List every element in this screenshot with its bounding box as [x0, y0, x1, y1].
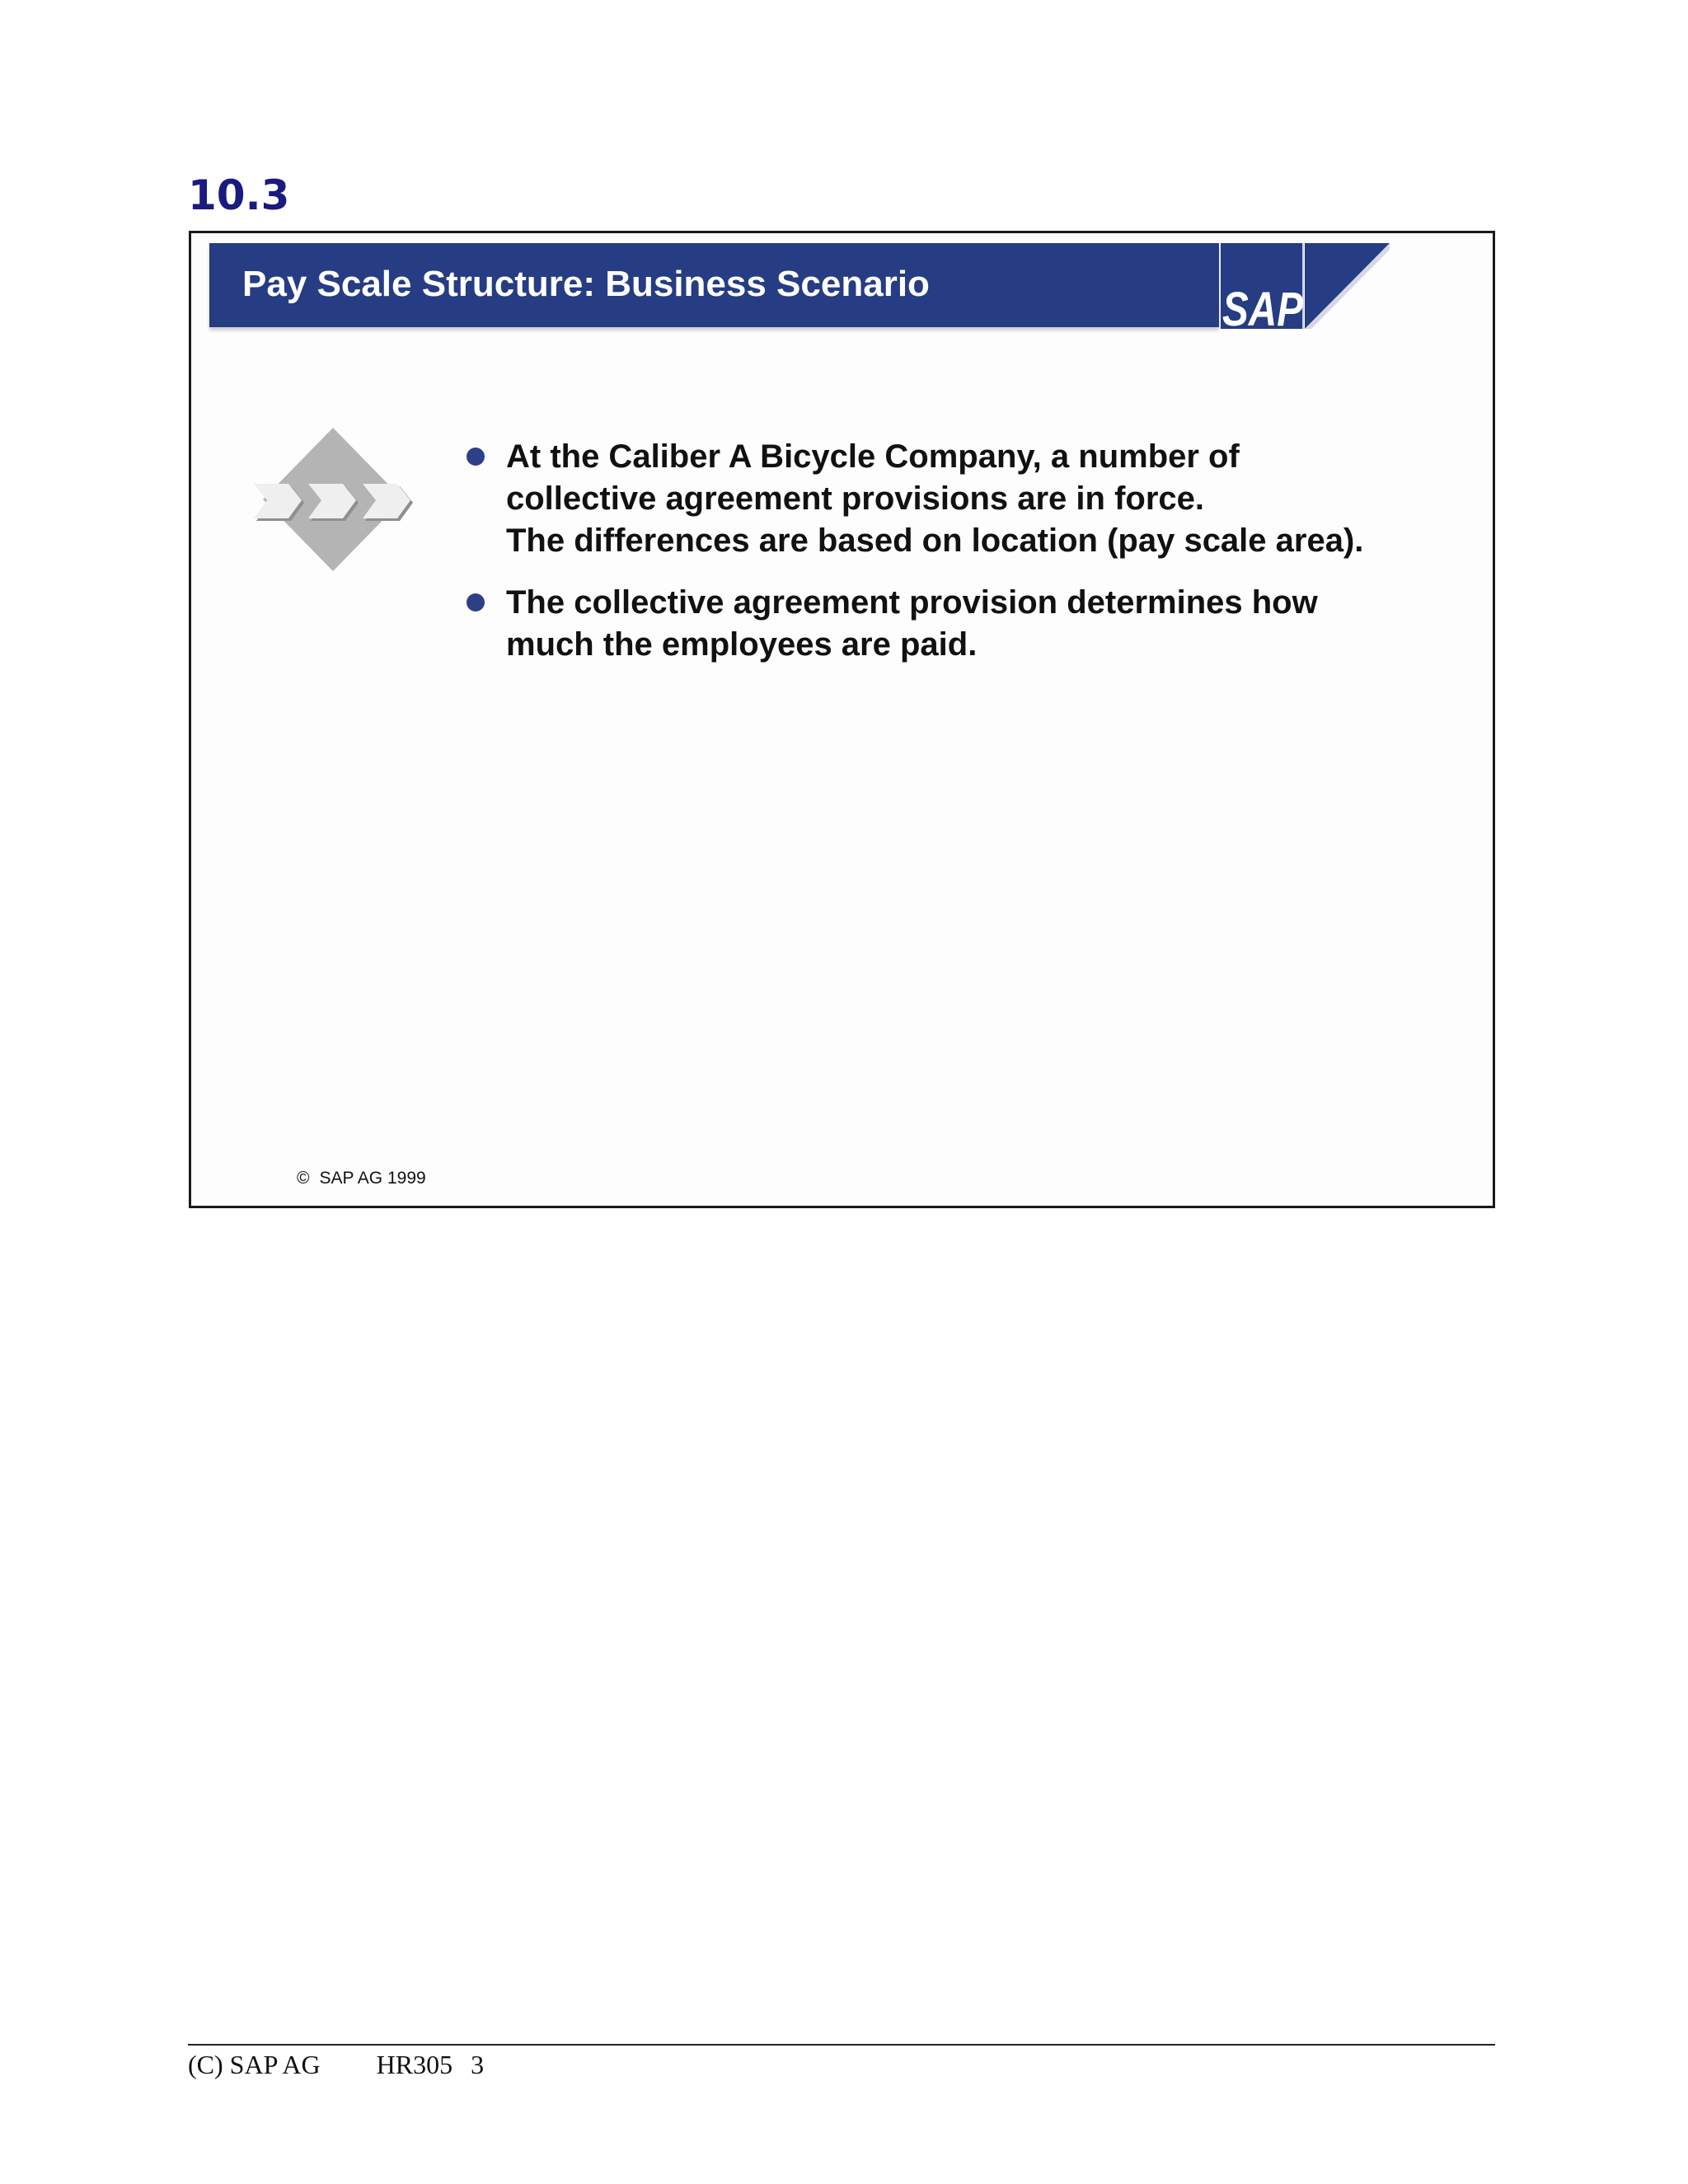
process-chevrons-icon [251, 428, 415, 572]
copyright-text: SAP AG 1999 [319, 1169, 426, 1188]
footer-divider [188, 2044, 1495, 2046]
bullet-dot-icon [467, 593, 485, 612]
bullet-line: collective agreement provisions are in force. [506, 480, 1204, 517]
sap-logo [1221, 243, 1390, 329]
slide-copyright [297, 1169, 426, 1188]
bullet-line: much the employees are paid. [506, 626, 978, 663]
bullet-line: At the Caliber A Bicycle Company, a number of [506, 438, 1240, 475]
bullet-list [467, 436, 1456, 686]
footer-owner: (C) SAP AG [188, 2050, 321, 2079]
copyright-icon: © [297, 1169, 310, 1188]
bullet-item [467, 436, 1456, 562]
bullet-item [467, 582, 1456, 666]
page-footer [188, 2050, 484, 2080]
slide-frame [189, 231, 1495, 1208]
svg-text:SAP: SAP [1222, 283, 1304, 329]
bullet-dot-icon [467, 448, 485, 466]
slide-title-bar [209, 243, 1219, 327]
section-number: 10.3 [188, 171, 290, 219]
footer-page-number: 3 [471, 2050, 485, 2079]
footer-course: HR305 [376, 2050, 453, 2079]
bullet-line: The collective agreement provision determines how [506, 584, 1318, 621]
bullet-line: The differences are based on location (pay scale area). [506, 523, 1364, 559]
slide-title: Pay Scale Structure: Business Scenario [242, 264, 930, 304]
